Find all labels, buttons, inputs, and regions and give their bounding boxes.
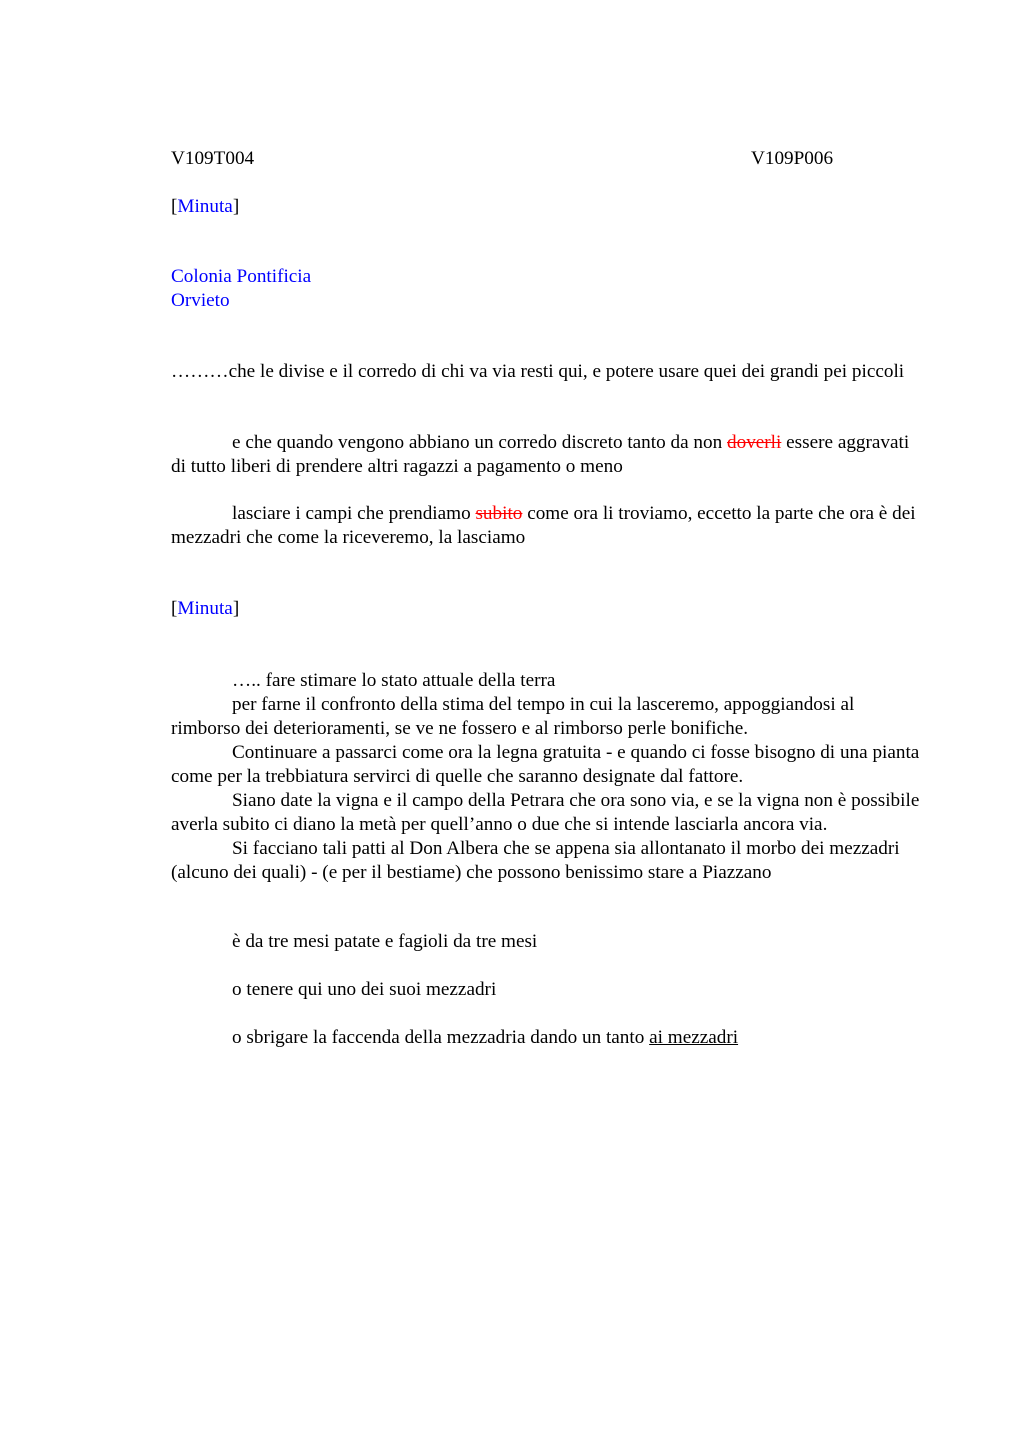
body-paragraph: Si facciano tali patti al Don Albera che se appena sia allontanato il morbo dei mezzadri (alcuno dei quali) - (e per il bestiame) che possono benissimo stare a Piazzano (171, 838, 900, 883)
minuta-label: Minuta (177, 196, 233, 217)
underlined-phrase: ai mezzadri (649, 1027, 739, 1048)
section-label-minuta-2: [Minuta] (171, 598, 240, 619)
section-label-minuta-1: [Minuta] (171, 196, 240, 217)
tail-line-3: o sbrigare la faccenda della mezzadria dando un tanto ai mezzadri (232, 1027, 739, 1048)
address-line-2: Orvieto (171, 290, 230, 311)
document-page (171, 147, 927, 1048)
body-paragraph: per farne il confronto della stima del tempo in cui la lasceremo, appoggiandosi al rimborso dei deterioramenti, se ve ne fossero e al rimborso perle bonifiche. (171, 694, 855, 739)
address-line-1: Colonia Pontificia (171, 266, 312, 287)
body-paragraph: Siano date la vigna e il campo della Petrara che ora sono via, e se la vigna non è possibile averla subito ci diano la metà per quell’anno o due che si intende lasciarla ancora via. (171, 790, 920, 835)
document-header (171, 147, 927, 171)
tail-line-2: o tenere qui uno dei suoi mezzadri (232, 979, 497, 1000)
body-line: ….. fare stimare lo stato attuale della terra (232, 670, 556, 691)
struck-word: doverli (727, 432, 782, 453)
minuta-label: Minuta (177, 598, 233, 619)
paragraph-2: e che quando vengono abbiano un corredo discreto tanto da non doverli essere aggravati di tutto liberi di prendere altri ragazzi a pagamento o meno (171, 432, 910, 477)
body-paragraph: Continuare a passarci come ora la legna gratuita - e quando ci fosse bisogno di una pianta come per la trebbiatura servirci di quelle che saranno designate dal fattore. (171, 742, 920, 787)
tail-line-1: è da tre mesi patate e fagioli da tre mesi (232, 931, 538, 952)
address-block (171, 265, 927, 313)
paragraph-3: lasciare i campi che prendiamo subito come ora li troviamo, eccetto la parte che ora è dei mezzadri che come la riceveremo, la lasciamo (171, 503, 916, 548)
document-code-right: V109P006 (751, 148, 834, 169)
struck-word: subito (475, 503, 523, 524)
paragraph-1: ………che le divise e il corredo di chi va via resti qui, e potere usare quei dei grandi pei piccoli (171, 361, 905, 382)
paragraph-group-2 (171, 669, 927, 885)
document-code-left: V109T004 (171, 148, 255, 169)
